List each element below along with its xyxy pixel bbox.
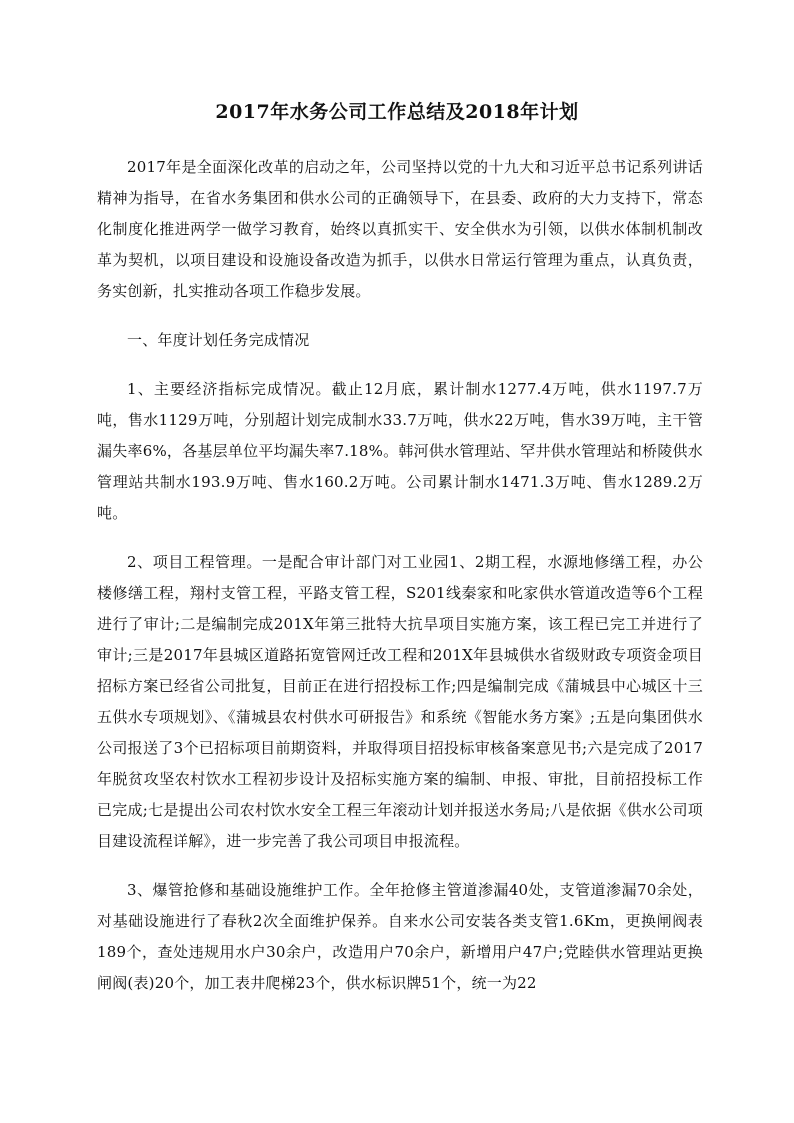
economic-indicators-paragraph: 1、主要经济指标完成情况。截止12月底，累计制水1277.4万吨，供水1197.7万吨，售水1129万吨，分别超计划完成制水33.7万吨，供水22万吨，售水39万吨，主干管漏失率6%，各基层单位平均漏失率7.18%。韩河供水管理站、罕井供水管理站和桥陵供水管理站共制水193.9万吨、售水160.2万吨。公司累计制水1471.3万吨、售水1289.2万吨。 bbox=[97, 380, 703, 522]
project-management-paragraph: 2、项目工程管理。一是配合审计部门对工业园1、2期工程，水源地修缮工程，办公楼修缮工程，翔村支管工程，平路支管工程，S201线秦家和叱家供水管道改造等6个工程进行了审计;二是编制完成201X年第三批特大抗旱项目实施方案，该工程已完工并进行了审计;三是2017年县城区道路拓宽管网迁改工程和201X年县城供水省级财政专项资金项目招标方案已经省公司批复，目前正在进行招投标工作;四是编制完成《蒲城县中心城区十三五供水专项规划》、《蒲城县农村供水可研报告》和系统《智能水务方案》;五是向集团供水公司报送了3个已招标项目前期资料，并取得项目招投标审核备案意见书;六是完成了2017年脱贫攻坚农村饮水工程初步设计及招标实施方案的编制、申报、审批，目前招投标工作已完成;七是提出公司农村饮水安全工程三年滚动计划并报送水务局;八是依据《供水公司项目建设流程详解》，进一步完善了我公司项目申报流程。 bbox=[97, 553, 703, 850]
maintenance-paragraph: 3、爆管抢修和基础设施维护工作。全年抢修主管道渗漏40处，支管道渗漏70余处，对基础设施进行了春秋2次全面维护保养。自来水公司安装各类支管1.6Km，更换闸阀表189个，查处违规用水户30余户，改造用户70余户，新增用户47户;党睦供水管理站更换闸阀(表)20个，加工表井爬梯23个，供水标识牌51个，统一为22 bbox=[97, 881, 703, 992]
document-body bbox=[97, 152, 703, 1017]
section-heading: 一、年度计划任务完成情况 bbox=[127, 331, 310, 349]
intro-paragraph: 2017年是全面深化改革的启动之年，公司坚持以党的十九大和习近平总书记系列讲话精神为指导，在省水务集团和供水公司的正确领导下，在县委、政府的大力支持下，常态化制度化推进两学一做学习教育，始终以真抓实干、安全供水为引领，以供水体制机制改革为契机，以项目建设和设施设备改造为抓手，以供水日常运行管理为重点，认真负责，务实创新，扎实推动各项工作稳步发展。 bbox=[97, 158, 703, 300]
document-title: 2017年水务公司工作总结及2018年计划 bbox=[215, 101, 579, 123]
